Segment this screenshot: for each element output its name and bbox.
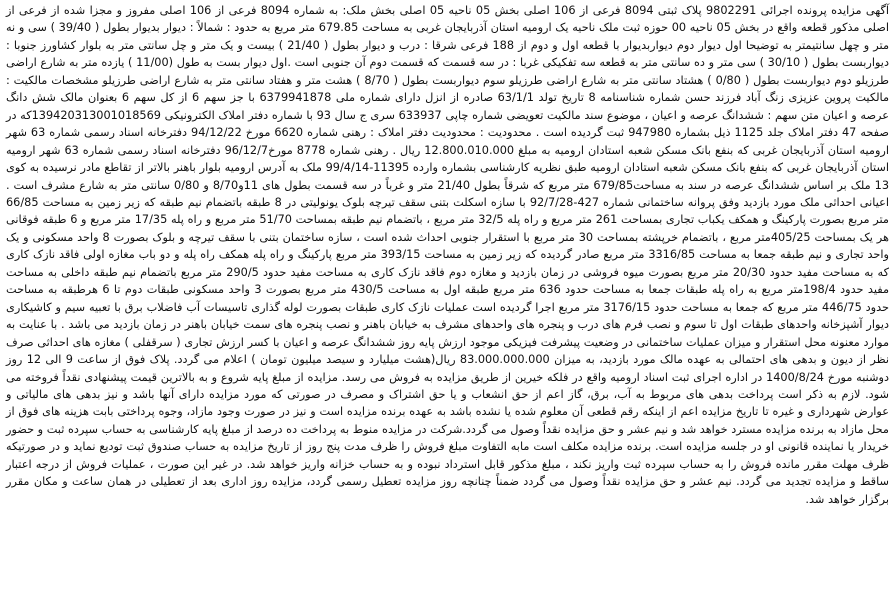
auction-notice-text: آگهی مزایده پرونده اجرائی 9802291 پلاک ثبتی 8094 فرعی از 106 اصلی بخش 05 ناحیه 05 اصلی بخش ملک: به شماره 8094 فرعی از 106 اصلی مفروز و مجزا شده از فرعی از اصلی مذکور قطعه واقع در بخش 05 ناحیه 00 حوزه ثبت ملک ناحیه یک ارومیه استان آذربایجان غربی به مساحت 679.85 متر مربع به حدود : شمالاً : دیوار بدیوار بطول ( 39/40 ) سی و نه متر و چهل سانتیمتر به توضیحا اول دیوار دوم دیواربدیوار با قطعه اول و دوم از 188 فرعی شرقا : درب و دیوار بطول ( 21/40 ) بیست و یک متر و چل سانتی متر به بلوار کشاورز جنوبا : دیواربست بطول ( 30/10 ) سی متر و ده سانتی متر به قطعه سه تفکیکی غربا : در سه قسمت که قسمت دوم آن جنوبی است .اول دیوار بست به طول (11/00 ) یازده متر به شارع اراضی طرزیلو دوم دیواربست بطول ( 0/80 ) هشتاد سانتی متر به شارع اراضی طرزیلو سوم دیواربست بطول ( 8/70 ) هشت متر و هفتاد سانتی متر به شارع اراضی طرزیلو مشخصات مالکیت : مالکیت پروین عزیزی زنگ آباد فرزند حسن شماره شناسنامه 8 تاریخ تولد 63/1/1 صادره از انزل دارای شماره ملی 6379941878 با جز سهم 6 از کل سهم 6 بعنوان مالک شش دانگ عرصه و اعیان متن سهم : ششدانگ عرصه و اعیان ، موضوع سند مالکیت تعویضی شماره چاپی 633937 سری ج سال 93 با شماره دفتر املاک الکترونیکی 139420313001018569که در صفحه 47 دفتر املاک جلد 1125 ذیل بشماره 947980 ثبت گردیده است . محدودیت : محدودیت دفتر املاک : رهنی شماره 6620 مورخ 94/12/22 دفترخانه اسناد رسمی شماره 63 شهر ارومیه استان آذربایجان غربی که بنفع بانک مسکن شعبه استادان ارومیه به مبلغ 12.800.010.000 ریال . رهنی شماره 8778 مورخ96/12/7 دفترخانه اسناد رسمی شماره 63 شهر ارومیه استان آذربایجان غربی که بنفع بانک مسکن شعبه استادان ارومیه طبق نظریه کارشناسی بشماره وارده 11395-99/4/14 ملک به آدرس ارومیه بلوار باهنر بالاتر از تقاطع مادر نرسیده به کوی 13 ملک بر اساس ششدانگ عرصه در سند به مساحت679/85 متر مربع که شرقاً بطول 21/40 متر و غرباً در سه قسمت بطول های 11و8/70 و 0/80 سانتی متر به شارع مشرف است . اعیانی احداثی ملک مورد بازدید وفق پروانه ساختمانی شماره 427-92/7/28 با سازه اسکلت بتنی سقف تیرچه بلوک یونولیتی در 8 طبقه باتضمام نیم طبقه که زیر زمین به مساحت 66/85 متر مربع بصورت پارکینگ و همکف یکباب تجاری بمساحت 261 متر مربع و راه پله 32/5 متر مربع ، باتضمام نیم طبقه بمساحت 51/70 متر مربع و راه پله 17/35 متر مربع و 6 طبقه فوقانی هر یک بمساحت 405/25متر مربع ، باتضمام خرپشته بمساحت 30 متر مربع با استقرار جنوبی احداث شده است ، سازه ساختمان بتنی با سقف تیرچه و بلوک بصورت 8 واحد مسکونی و یک واحد تجاری و نیم طبقه جمعا به مساحت 3316/85 متر مربع صادر گردیده که زیر زمین به مساحت 393/15 متر مربع پارکینگ و راه پله همکف راه پله و دو باب مغازه اولی فاقد نازک کاری که به مساحت مفید حدود 20/30 متر مربع بصورت میوه فروشی در زمان بازدید و مغازه دوم فاقد نازک کاری به مساحت مفید حدود 290/5 متر مربع باتضمام نیم طبقه داخلی به مساحت مفید حدود 198/4متر مربع به راه پله طبقات جمعا به مساحت حدود 636 متر مربع طبقه اول به مساحت 430/5 متر مربع بصورت 3 واحد مسکونی طبقات دوم تا 6 هرطبقه به مساحت حدود 446/75 متر مربع که جمعا به مساحت حدود 3176/15 متر مربع اجرا گردیده است عملیات نازک کاری طبقات بصورت لوله گذاری تاسیسات آب فاضلاب برق با تعبیه سیم و کاشیکاری دیوار آشپزخانه واحدهای طبقات اول تا سوم و نصب فرم های درب و پنجره های واحدهای مشرف به خیابان باهنر و نصب پنجره های سمت خیابان باهنر در زمان بازدید می باشد . با عنایت به موارد معنونه محل استقرار و میزان عملیات ساختمانی در وضعیت پیشرفت فیزیکی موجود ارزش پایه روز ششدانگ عرصه و اعیان با کسر ارزش تجاری ( سرقفلی ) مغازه های احداثی صرف نظر از دیون و بدهی های احتمالی به عهده مالک مورد بازدید، به میزان 83.000.000.000 ریال(هشت میلیارد و سیصد میلیون تومان ) اعلام می گردد. پلاک فوق از ساعت 9 الی 12 روز دوشنبه مورخ 1400/8/24 در اداره اجرای ثبت اسناد ارومیه واقع در فلکه خیرین از طریق مزایده به فروش می رسد. مزایده از مبلغ پایه شروع و به بالاترین قیمت پیشنهادی نقداً فروخته می شود. لازم به ذکر است پرداخت بدهی های مربوط به آب، برق، گاز اعم از حق انشعاب و یا حق اشتراک و مصرف در صورتی که مورد مزایده دارای آنها باشد و نیز بدهی های مالیاتی و عوارض شهرداری و غیره تا تاریخ مزایده اعم از اینکه رقم قطعی آن معلوم شده یا نشده باشد به عهده برنده مزایده است و نیز در صورت وجود مازاد، وجوه پرداختی بابت هزینه های فوق از محل مازاد به برنده مزایده مسترد خواهد شد و نیم عشر و حق مزایده نقداً وصول می گردد.شرکت در مزایده منوط به پرداخت ده درصد از مبلغ پایه کارشناسی به حساب سپرده ثبت و حضور خریدار یا نماینده قانونی او در جلسه مزایده است. برنده مزایده مکلف است مابه التفاوت مبلغ فروش را ظرف مدت پنج روز از تاریخ مزایده به حساب صندوق ثبت تودیع نماید و در صورتیکه ظرف مهلت مقرر مانده فروش را به حساب سپرده ثبت واریز نکند ، مبلغ مذکور قابل استرداد نبوده و به حساب خزانه واریز خواهد شد. در غیر این صورت ، عملیات فروش از درجه اعتبار ساقط و مزایده تجدید می گردد. نیم عشر و حق مزایده نقداً وصول می گردد ضمناً چنانچه روز مزایده تعطیل رسمی گردد، مزایده روز اداری بعد از تعطیلی در همان ساعت و مکان مقرر برگزار خواهد شد. [6,4,890,506]
